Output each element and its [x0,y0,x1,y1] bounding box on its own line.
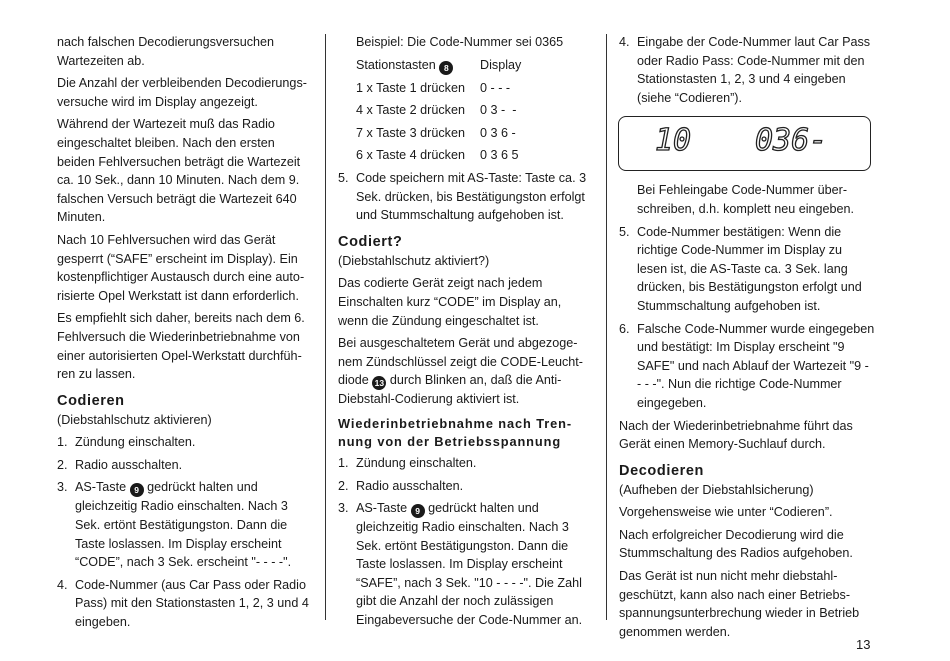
example-key: 6 x Taste 4 drücken [356,148,465,163]
list-item [619,320,875,413]
list-number: 4. [57,577,68,592]
list-text: Code-Nummer bestätigen: Wenn die richtige Code-Nummer im Display zu lesen ist, die AS-Taste ca. 3 Sek. lang drücken, bis Bestätigungston erfolgt und Stummschaltung aufgehoben ist. [637,224,862,313]
code-example [356,33,594,165]
list-text: Falsche Code-Nummer wurde eingegeben und bestätigt: Im Display erscheint "9 SAFE" und nach Ablauf der Wartezeit "9 - - - -". Nun die richtige Code-Nummer eingegeben. [637,321,875,410]
list-number: 5. [619,224,630,239]
example-display: 0 3 6 - [480,125,516,140]
list-number: 2. [57,457,68,472]
example-display: 0 - - - [480,80,511,95]
example-row [356,79,594,98]
list-number: 6. [619,321,630,336]
list-text: Radio ausschalten. [75,457,183,472]
list-item [338,169,594,225]
example-title-text: Beispiel: Die Code-Nummer sei 0365 [356,35,564,49]
list-item [57,478,313,571]
heading-decodieren: Decodieren [619,462,704,479]
subheading-decodieren: (Aufheben der Diebstahlsicherung) [619,482,814,497]
list-text-post: gedrückt halten und gleichzeitig Radio einschalten. Nach 3 Sek. ertönt Bestätigungston. Dann die Taste loslassen. Im Display erscheint “SAFE”, nach 3 Sek. "10 - - - -". Die Zahl gibt die Anzahl der noch zulässigen Eingabeversuche der Code-Nummer an. [356,501,583,628]
paragraph-nicht-geschuetzt: Das Gerät ist nun nicht mehr diebstahlgeschützt, kann also nach einer Betriebsspannungsunterbrechung wieder in Betrieb genommen werden. [619,569,860,639]
example-row [356,101,594,120]
paragraph-gesperrt: Nach 10 Fehlversuchen wird das Gerät gesperrt (“SAFE” erscheint im Display). Ein kostenpflichtiger Austausch durch eine autorisierte Opel Werkstatt ist dann erforderlich. [57,232,305,303]
example-row [356,124,594,143]
led-number-badge: 13 [372,376,386,390]
heading-codiert: Codiert? [338,233,403,250]
list-number: 1. [57,435,68,450]
list-item [57,456,313,475]
key-number-badge: 9 [130,483,144,497]
paragraph-wartezeiten: nach falschen Decodierungsversuchen Wartezeiten ab. [57,35,275,68]
example-header [356,56,594,75]
heading-codieren: Codieren [57,392,125,409]
example-header-label: Stationstasten [356,57,436,72]
example-key: 4 x Taste 2 drücken [356,103,465,118]
paragraph-codiert-led-pre: Bei ausgeschaltetem Gerät und abgezogenem Zündschlüssel zeigt die CODE-Leuchtdiode [338,336,583,388]
example-display: 0 3 - - [480,103,517,118]
paragraph-codiert-led-post: durch Blinken an, daß die Anti-Diebstahl-Codierung aktiviert ist. [338,373,562,407]
list-item [338,454,594,473]
paragraph-codiert-display: Das codierte Gerät zeigt nach jedem Einschalten kurz “CODE” im Display an, wenn die Zündung eingeschaltet ist. [338,276,562,328]
column-divider-left [325,34,326,620]
list-item [338,477,594,496]
list-number: 2. [338,478,349,493]
list-number: 1. [338,455,349,470]
column-2 [338,33,594,634]
list-text: Eingabe der Code-Nummer laut Car Pass oder Radio Pass: Code-Nummer mit den Stationstasten 1, 2, 3 und 4 eingeben (siehe “Codieren”). [637,35,871,105]
paragraph-memory-suchlauf: Nach der Wiederinbetriebnahme führt das Gerät einen Memory-Suchlauf durch. [619,418,853,452]
heading-wiederinbetriebnahme: Wiederinbetriebnahme nach Trennung von der Betriebsspannung [338,415,572,449]
example-key: 1 x Taste 1 drücken [356,80,465,95]
example-row [356,146,594,165]
station-keys-badge: 8 [439,61,453,75]
paragraph-codiert-led [338,334,594,409]
column-divider-right [606,34,607,620]
list-item [619,223,875,316]
column-1 [57,33,313,636]
list-number: 5. [338,170,349,185]
key-number-badge: 9 [411,504,425,518]
list-text: Code speichern mit AS-Taste: Taste ca. 3 Sek. drücken, bis Bestätigungston erfolgt und Stummschaltung aufgehoben ist. [356,170,587,223]
display-attempts-value: 10 [655,123,692,159]
list-item [619,33,875,107]
list-text: Radio ausschalten. [356,478,464,493]
list-item [338,499,594,630]
list-text: Code-Nummer (aus Car Pass oder Radio Pass) mit den Stationstasten 1, 2, 3 und 4 eingeben. [75,577,309,630]
paragraph-anzahl: Die Anzahl der verbleibenden Decodierungsversuche wird im Display angezeigt. [57,76,307,109]
list-text-pre: AS-Taste [75,480,127,495]
example-header-left [356,56,480,75]
paragraph-fehleingabe: Bei Fehleingabe Code-Nummer überschreiben, d.h. komplett neu eingeben. [637,183,855,216]
list-item [57,433,313,452]
paragraph-vorgehensweise: Vorgehensweise wie unter “Codieren”. [619,505,833,520]
list-text: Zündung einschalten. [356,455,477,470]
page-number: 13 [856,637,871,652]
list-number: 3. [57,480,68,495]
list-number: 4. [619,35,630,49]
list-number: 3. [338,501,349,516]
list-text-post: gedrückt halten und gleichzeitig Radio einschalten. Nach 3 Sek. ertönt Bestätigungston. Dann die Taste loslassen. Im Display erscheint “CODE”, nach 3 Sek. erscheint "- - - -". [75,480,292,570]
list-text-pre: AS-Taste [356,501,408,516]
example-title [356,33,594,52]
example-header-right: Display [480,57,522,72]
example-key: 7 x Taste 3 drücken [356,125,465,140]
subheading-codieren: (Diebstahlschutz aktivieren) [57,412,212,427]
display-code-value: 036- [755,123,828,159]
example-display: 0 3 6 5 [480,148,519,163]
radio-display-illustration [618,116,871,171]
paragraph-empfehlung: Es empfiehlt sich daher, bereits nach dem 6. Fehlversuch die Wiederinbetriebnahme von einer autorisierten Opel-Werkstatt durchführen zu lassen. [57,311,305,382]
list-item [57,576,313,632]
subheading-codiert: (Diebstahlschutz aktiviert?) [338,253,490,268]
paragraph-wartezeit-details: Während der Wartezeit muß das Radio eingeschaltet bleiben. Nach den ersten beiden Fehlversuchen beträgt die Wartezeit ca. 10 Sek., dann 10 Minuten. Nach dem 9. falschen Versuch beträgt die Wartezeit 640 Minuten. [57,117,301,225]
paragraph-stummschaltung: Nach erfolgreicher Decodierung wird die Stummschaltung des Radios aufgehoben. [619,527,853,561]
list-text: Zündung einschalten. [75,435,196,450]
column-3 [619,33,875,645]
